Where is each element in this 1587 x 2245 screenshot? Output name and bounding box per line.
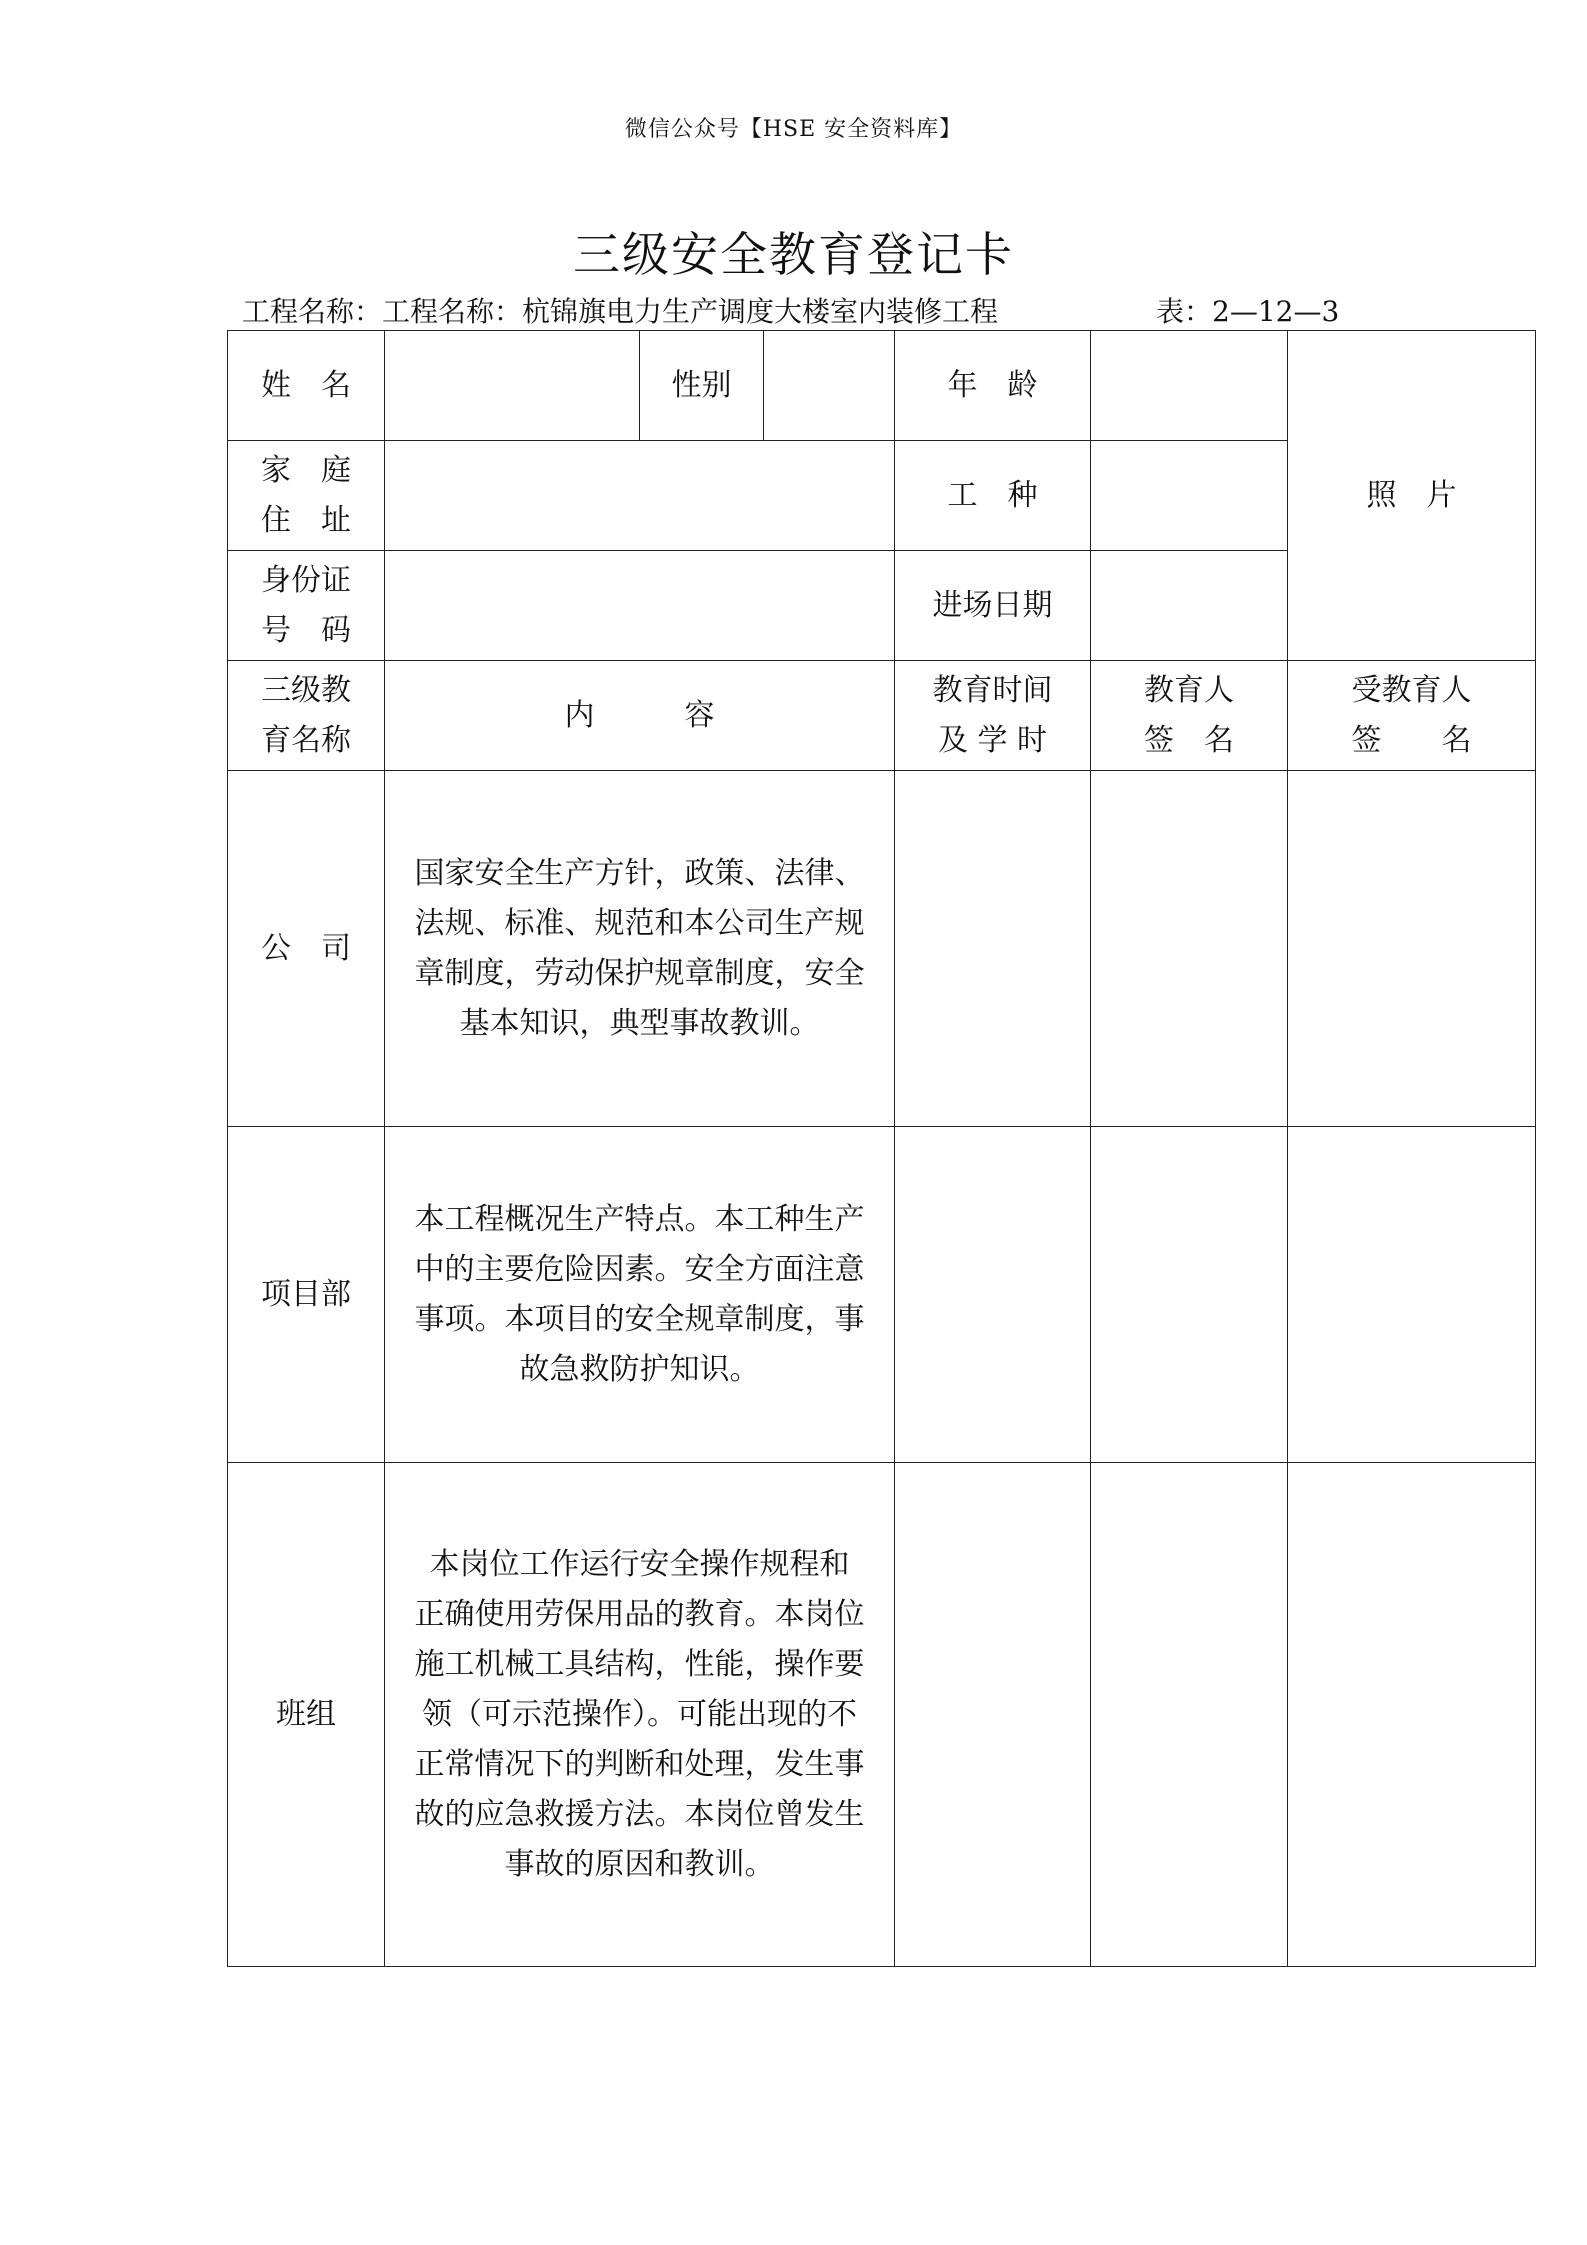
- content-line: 正确使用劳保用品的教育。本岗位: [414, 1596, 865, 1632]
- content-team: [385, 1463, 895, 1967]
- trainee-team-field[interactable]: [1288, 1463, 1536, 1967]
- address-label-line1: 家 庭: [261, 452, 351, 488]
- level-header-line2: 育名称: [261, 722, 351, 758]
- educator-header-line1: 教育人: [1144, 672, 1234, 708]
- photo-label: 照 片: [1366, 477, 1457, 513]
- content-line: 事故的原因和教训。: [504, 1846, 775, 1882]
- educator-header-line2: 签 名: [1144, 722, 1234, 758]
- project-name: 工程名称：工程名称：杭锦旗电力生产调度大楼室内装修工程: [242, 295, 999, 328]
- id-label: [228, 551, 385, 661]
- content-line: 领（可示范操作）。可能出现的不: [422, 1696, 857, 1732]
- level-project: 项目部: [228, 1127, 385, 1463]
- form-number: 表：2—12—3: [1156, 295, 1340, 328]
- id-field[interactable]: [385, 551, 895, 661]
- content-line: 施工机械工具结构，性能，操作要: [414, 1646, 865, 1682]
- entry-date-field[interactable]: [1091, 551, 1288, 661]
- entry-date-label: 进场日期: [895, 551, 1091, 661]
- content-line: 基本知识，典型事故教训。: [459, 1005, 820, 1041]
- content-line: 法规、标准、规范和本公司生产规: [414, 905, 865, 941]
- watermark-text: 微信公众号【HSE 安全资料库】: [624, 117, 963, 142]
- trainee-header-line2: 签 名: [1351, 722, 1472, 758]
- age-label: 年 龄: [895, 331, 1091, 441]
- educator-header: [1091, 661, 1288, 771]
- photo-box[interactable]: [1288, 331, 1536, 661]
- content-company: [385, 771, 895, 1127]
- level-header-line1: 三级教: [261, 672, 351, 708]
- content-project: [385, 1127, 895, 1463]
- level-company: 公 司: [228, 771, 385, 1127]
- trade-field[interactable]: [1091, 441, 1288, 551]
- time-team-field[interactable]: [895, 1463, 1091, 1967]
- name-field[interactable]: [385, 331, 640, 441]
- level-team: 班组: [228, 1463, 385, 1967]
- content-header: 内 容: [385, 661, 895, 771]
- gender-field[interactable]: [764, 331, 895, 441]
- educator-company-field[interactable]: [1091, 771, 1288, 1127]
- content-line: 本岗位工作运行安全操作规程和: [429, 1546, 850, 1582]
- gender-label: 性别: [640, 331, 764, 441]
- id-label-line2: 号 码: [261, 612, 351, 648]
- registration-table: [227, 330, 1536, 1967]
- age-field[interactable]: [1091, 331, 1288, 441]
- content-line: 故的应急救援方法。本岗位曾发生: [414, 1796, 865, 1832]
- content-line: 国家安全生产方针，政策、法律、: [414, 855, 865, 891]
- content-line: 故急救防护知识。: [519, 1351, 760, 1387]
- time-company-field[interactable]: [895, 771, 1091, 1127]
- name-label: 姓 名: [228, 331, 385, 441]
- content-line: 中的主要危险因素。安全方面注意: [414, 1251, 865, 1287]
- trade-label: 工 种: [895, 441, 1091, 551]
- educator-project-field[interactable]: [1091, 1127, 1288, 1463]
- trainee-header-line1: 受教育人: [1351, 672, 1472, 708]
- content-line: 事项。本项目的安全规章制度，事: [414, 1301, 865, 1337]
- time-header-line2: 及 学 时: [937, 722, 1048, 758]
- trainee-project-field[interactable]: [1288, 1127, 1536, 1463]
- address-label: [228, 441, 385, 551]
- meta-line: [242, 290, 1362, 328]
- page-title: 三级安全教育登记卡: [573, 228, 1014, 283]
- time-header: [895, 661, 1091, 771]
- time-project-field[interactable]: [895, 1127, 1091, 1463]
- address-field[interactable]: [385, 441, 895, 551]
- content-line: 本工程概况生产特点。本工种生产: [414, 1201, 865, 1237]
- content-line: 章制度，劳动保护规章制度，安全: [414, 955, 865, 991]
- trainee-header: [1288, 661, 1536, 771]
- id-label-line1: 身份证: [261, 562, 351, 598]
- content-line: 正常情况下的判断和处理，发生事: [414, 1746, 865, 1782]
- time-header-line1: 教育时间: [932, 672, 1053, 708]
- address-label-line2: 住 址: [261, 502, 351, 538]
- level-header: [228, 661, 385, 771]
- educator-team-field[interactable]: [1091, 1463, 1288, 1967]
- trainee-company-field[interactable]: [1288, 771, 1536, 1127]
